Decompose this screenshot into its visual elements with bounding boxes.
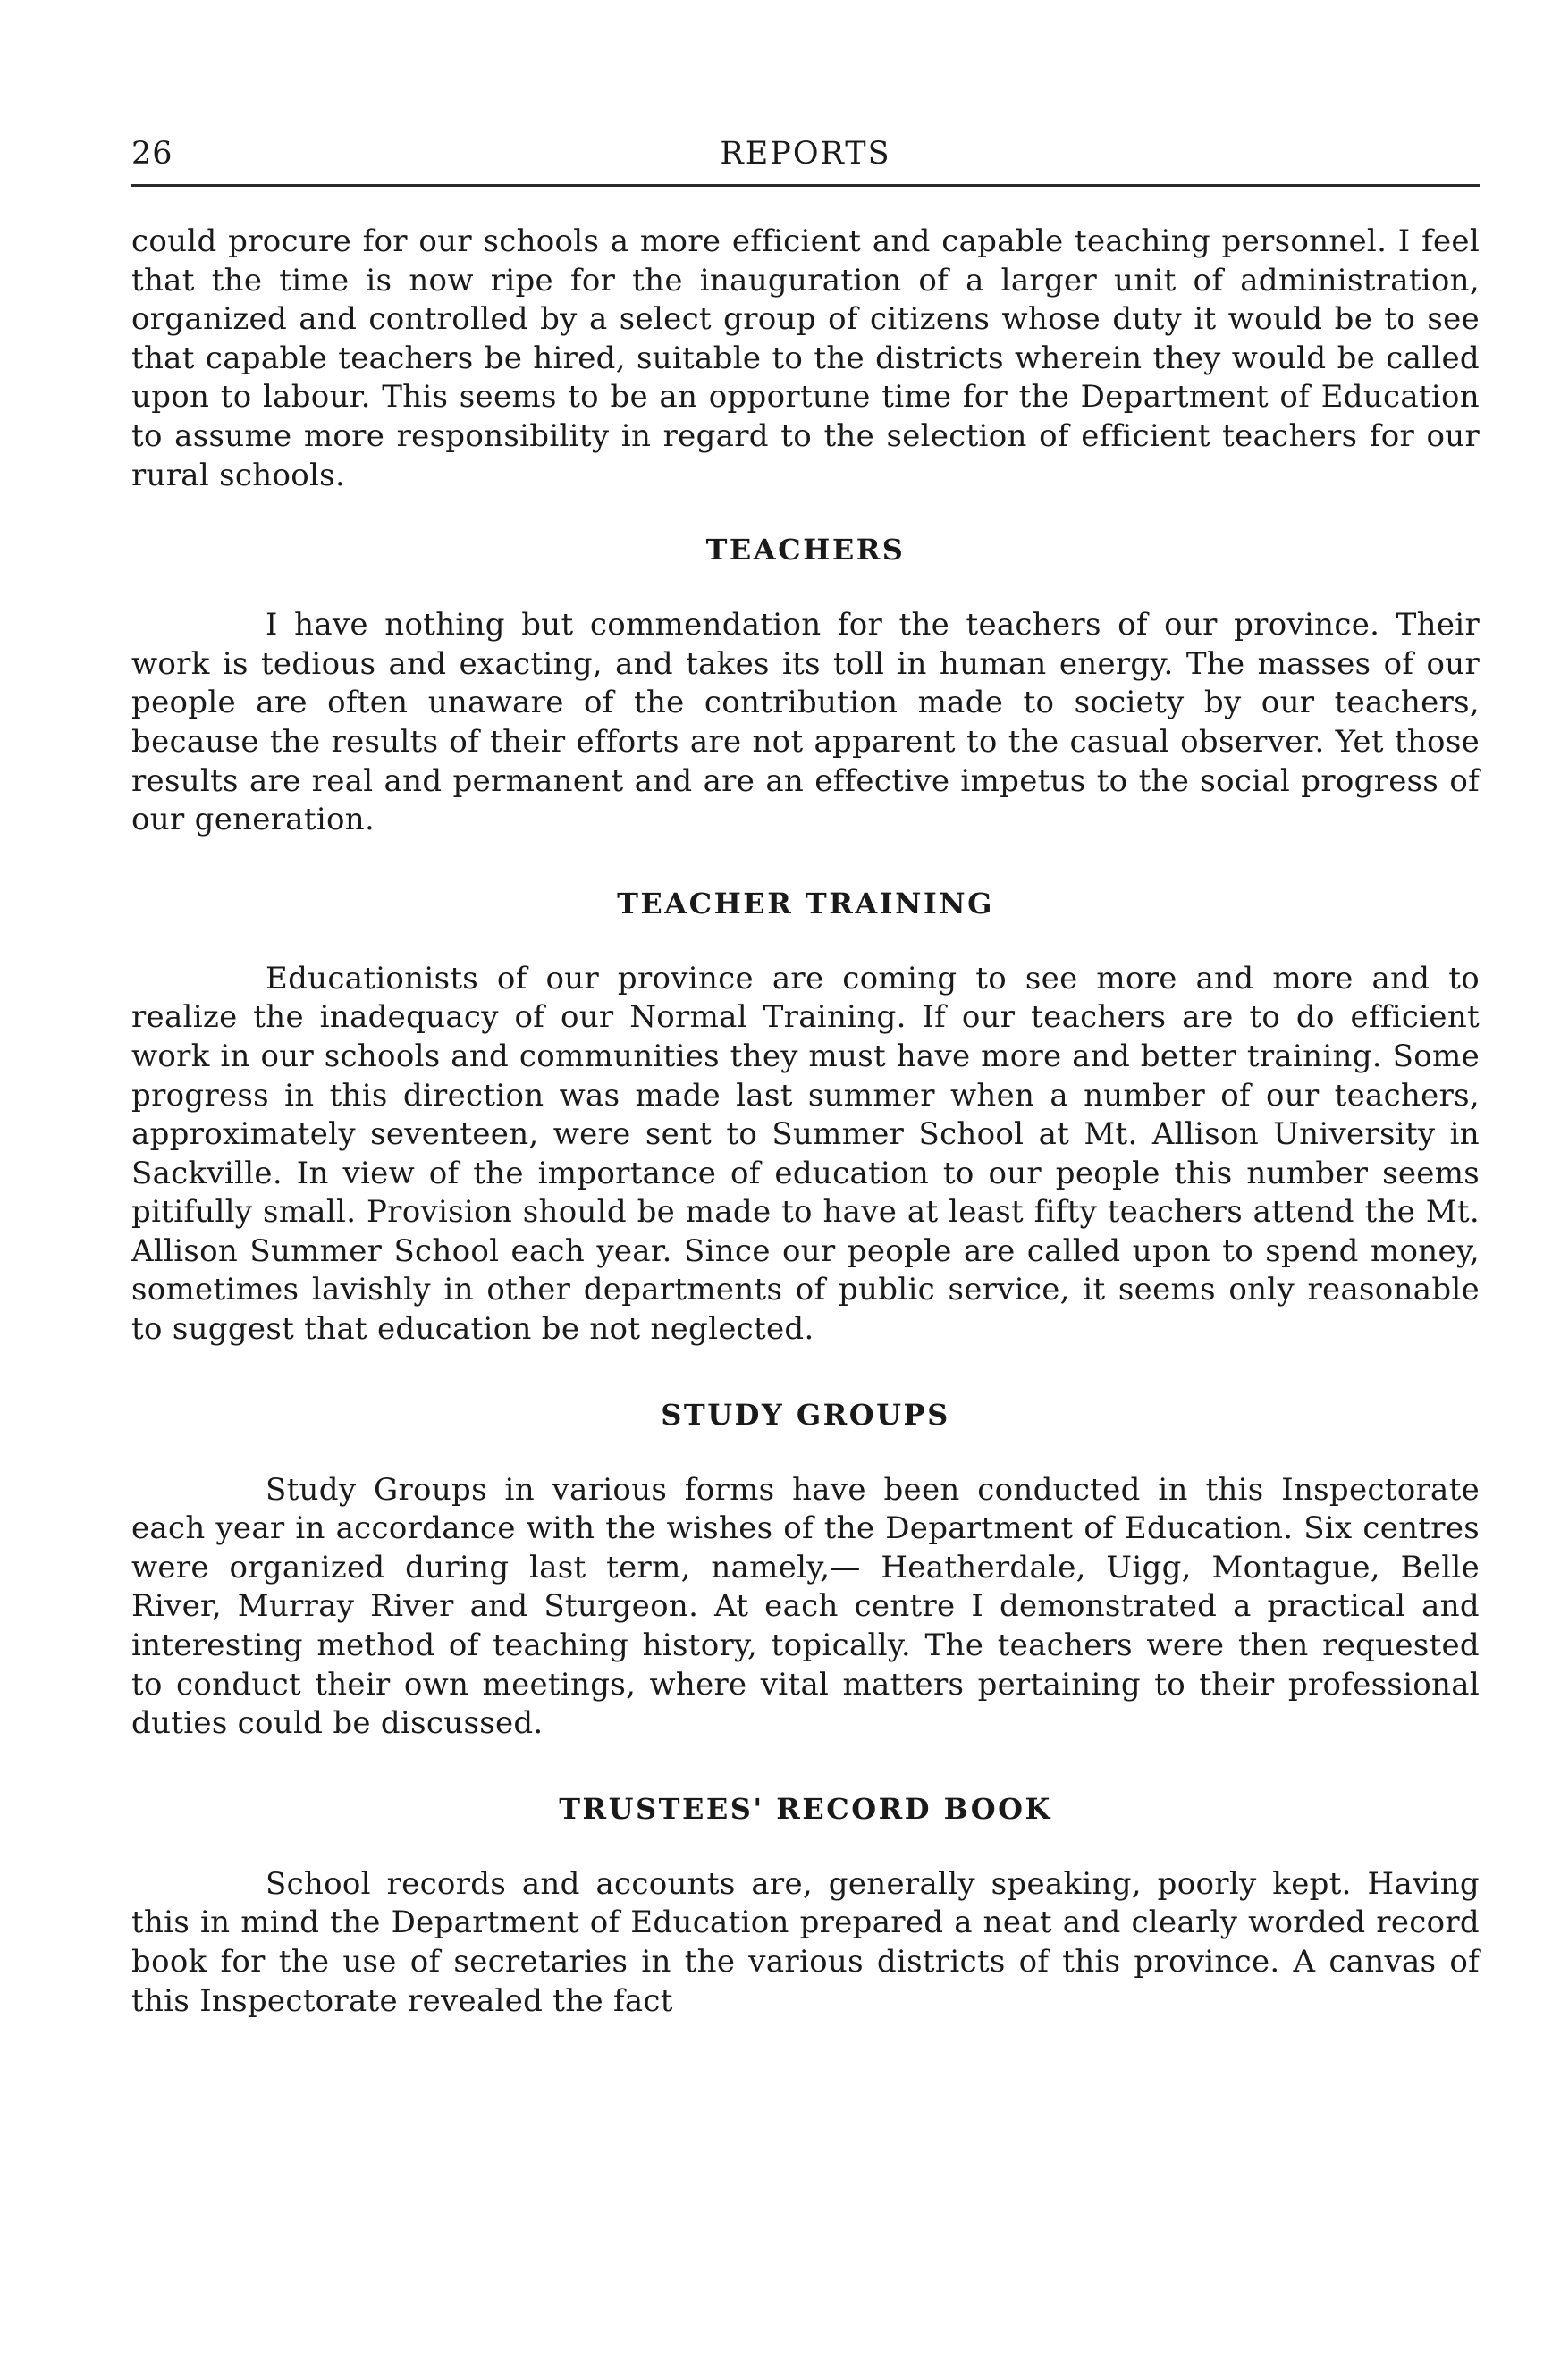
report-page — [131, 127, 1480, 2021]
heading-teachers: TEACHERS — [705, 533, 906, 568]
header-rule — [131, 184, 1480, 187]
heading-teacher-training: TEACHER TRAINING — [617, 886, 994, 921]
intro-paragraph: could procure for our schools a more efficient and capable teaching personnel. I feel that the time is now ripe for the inauguration of a larger unit of administration, organized and controlled by a select group of citizens whose duty it would be to see that capable teachers be hired, suitable to the districts wherein they would be called upon to labour. This seems to be an opportune time for the Department of Education to assume more responsibility in regard to the selection of efficient teachers for our rural schools. — [131, 223, 1480, 493]
paragraph-teachers: I have nothing but commendation for the teachers of our province. Their work is tedious and exacting, and takes its toll in human energy. The masses of our people are often unaware of the contribution made to society by our teachers, because the results of their efforts are not apparent to the casual observer. Yet those results are real and permanent and are an effective impetus to the social progress of our generation. — [131, 607, 1480, 838]
running-title: REPORTS — [720, 136, 891, 172]
paragraph-trustees-record-book: School records and accounts are, generally speaking, poorly kept. Having this in mind the Department of Education prepared a neat and clearly worded record book for the use of secretaries in the various districts of this province. A canvas of this Inspectorate revealed the fact — [131, 1865, 1480, 2019]
paragraph-teacher-training: Educationists of our province are coming to see more and more and to realize the inadequacy of our Normal Training. If our teachers are to do efficient work in our schools and communities they must have more and better training. Some progress in this direction was made last summer when a number of our teachers, approximately seventeen, were sent to Summer School at Mt. Allison University in Sackville. In view of the importance of education to our people this number seems pitifully small. Provision should be made to have at least fifty teachers attend the Mt. Allison Summer School each year. Since our people are called upon to spend money, sometimes lavishly in other departments of public service, it seems only reasonable to suggest that education be not neglected. — [131, 960, 1480, 1348]
page-number: 26 — [131, 136, 173, 172]
running-header — [131, 127, 1480, 172]
heading-study-groups: STUDY GROUPS — [661, 1397, 950, 1432]
paragraph-study-groups: Study Groups in various forms have been conducted in this Inspectorate each year in accordance with the wishes of the Department of Education. Six centres were organized during last term, namely,— Heatherdale, Uigg, Montague, Belle River, Murray River and Sturgeon. At each centre I demonstrated a practical and interesting method of teaching history, topically. The teachers were then requested to conduct their own meetings, where vital matters pertaining to their professional duties could be discussed. — [131, 1471, 1480, 1742]
heading-trustees-record-book: TRUSTEES' RECORD BOOK — [559, 1791, 1052, 1826]
